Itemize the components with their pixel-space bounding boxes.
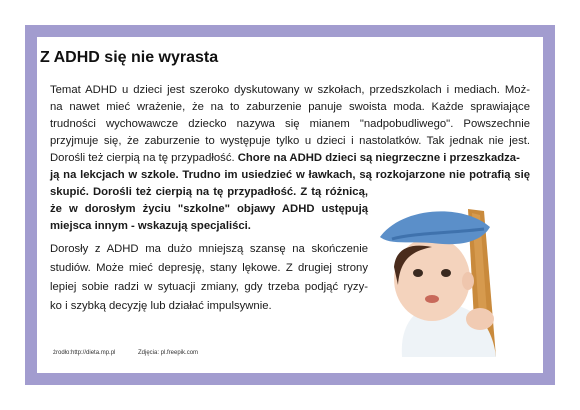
text-line: na nawet mieć wrażenie, że na to zaburzenie panuje swoista moda. Każde sprawiające [50, 101, 530, 113]
text-line-bold: miejsca innym - wskazują specjaliści. [50, 220, 251, 232]
text-line-bold: skupić. Dorośli też cierpią na tę przypadłość. Z tą różnicą, [50, 186, 368, 198]
paragraph-2 [50, 240, 368, 316]
source-note: żrodło:http://dieta.mp.pl [53, 350, 116, 356]
text-line-mixed [50, 150, 530, 167]
text-line: lepiej sobie radzi w sytuacji zmiany, gdy trzeba podjąć ryzy- [50, 281, 368, 293]
text-line-bold: ją na lekcjach w szkole. Trudno im usiedzieć w ławkach, są rozkojarzone nie potrafią się [50, 169, 530, 181]
hand [466, 308, 494, 330]
photo-credit: Zdjęcia: pl.freepik.com [138, 350, 199, 356]
text-line: ko i szybką decyzję lub działać impulsywnie. [50, 300, 272, 312]
text-line: przyjmuje się, że zaburzenie to występuje tylko u dzieci i nastolatków. Tak jednak nie jest. [50, 135, 530, 147]
child-photo [372, 207, 532, 357]
text-normal: Dorośli też cierpią na tę przypadłość. [50, 152, 238, 164]
text-line: studiów. Może mieć depresję, stany lękowe. Z drugiej strony [50, 262, 368, 274]
page-title: Z ADHD się nie wyrasta [40, 49, 219, 66]
text-bold: Chore na ADHD dzieci są niegrzeczne i przeszkadza- [237, 152, 520, 164]
text-line-bold: że w dorosłym życiu "szkolne" objawy ADHD ustępują [50, 203, 368, 215]
text-line: Temat ADHD u dzieci jest szeroko dyskutowany w szkołach, przedszkolach i mediach. Moż- [50, 84, 530, 96]
bold-paragraph-continued [50, 184, 368, 235]
text-line: trudności wychowawcze dziecko nazywa się mianem "nadpobudliwego". Powszechnie [50, 118, 530, 130]
paragraph-1 [50, 82, 530, 184]
text-line: Dorosły z ADHD ma dużo mniejszą szansę na skończenie [50, 243, 368, 255]
